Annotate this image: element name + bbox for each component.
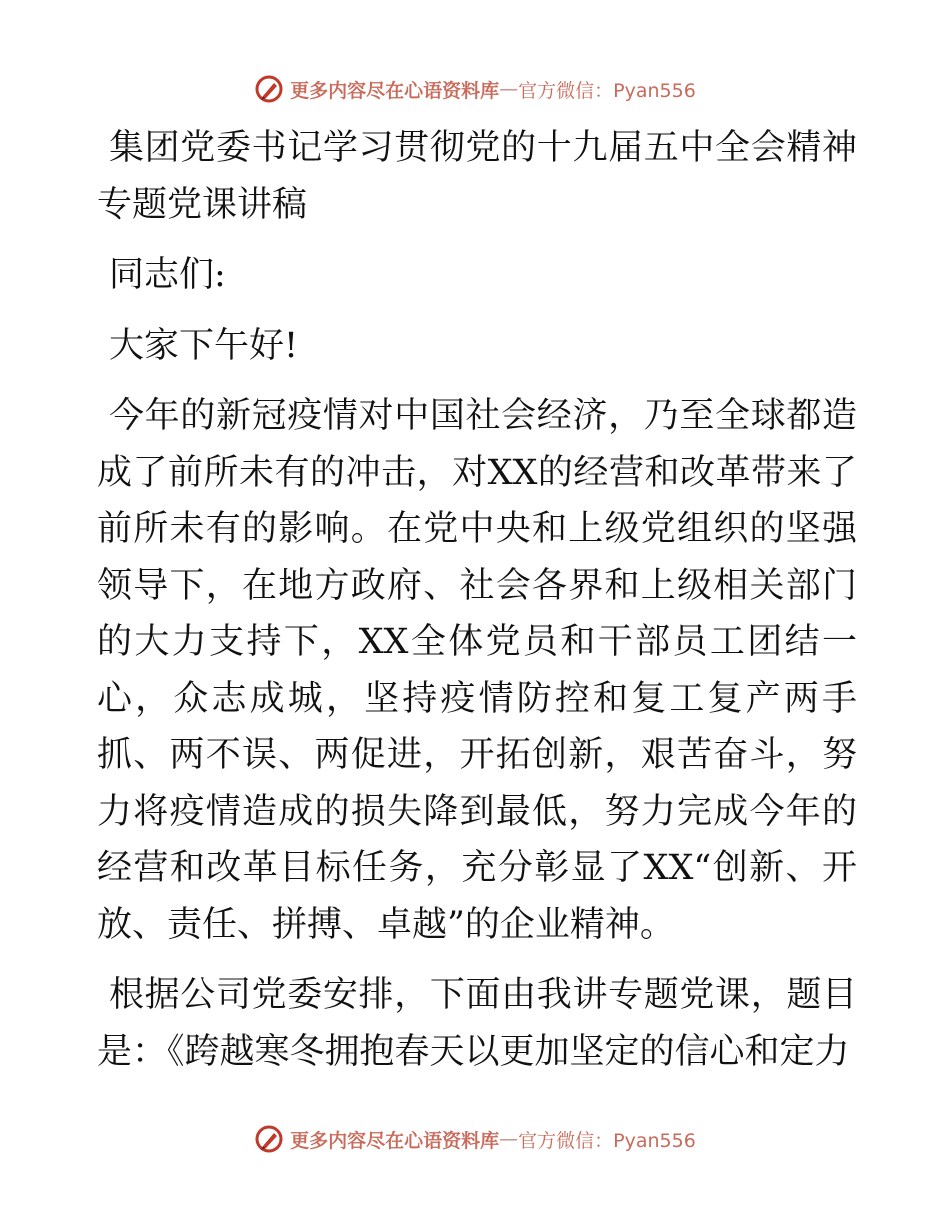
footer-watermark (0, 1124, 950, 1154)
greeting: 同志们: (109, 255, 226, 295)
watermark-wechat: 官方微信：Pyan556 (518, 1129, 696, 1152)
watermark-brand: 更多内容尽在心语资料库 (290, 1129, 500, 1152)
paragraph-1: 今年的新冠疫情对中国社会经济，乃至全球都造成了前所未有的冲击，对XX的经营和改革带来了前所未有的影响。在党中央和上级党组织的坚强领导下，在地方政府、社会各界和上级相关部门的大力支持下，XX全体党员和干部员工团结一心，众志成城，坚持疫情防控和复工复产两手抓、两不误、两促进，开拓创新，艰苦奋斗，努力将疫情造成的损失降到最低，努力完成今年的经营和改革目标任务，充分彰显了XX“创新、开放、责任、拼搏、卓越”的企业精神。 (97, 396, 857, 945)
salutation: 大家下午好! (109, 325, 299, 366)
watermark-brand: 更多内容尽在心语资料库 (290, 79, 500, 102)
paragraph-2: 根据公司党委安排，下面由我讲专题党课，题目是：《跨越寒冬拥抱春天以更加坚定的信心和定力 (97, 975, 857, 1072)
pen-logo-icon (254, 74, 284, 104)
watermark-separator: — (499, 1128, 519, 1150)
watermark-separator: — (499, 78, 519, 100)
document-body (97, 120, 857, 1080)
watermark-wechat: 官方微信：Pyan556 (518, 79, 696, 102)
header-watermark (0, 74, 950, 104)
pen-logo-icon (254, 1124, 284, 1154)
document-title: 集团党委书记学习贯彻党的十九届五中全会精神专题党课讲稿 (97, 128, 857, 225)
